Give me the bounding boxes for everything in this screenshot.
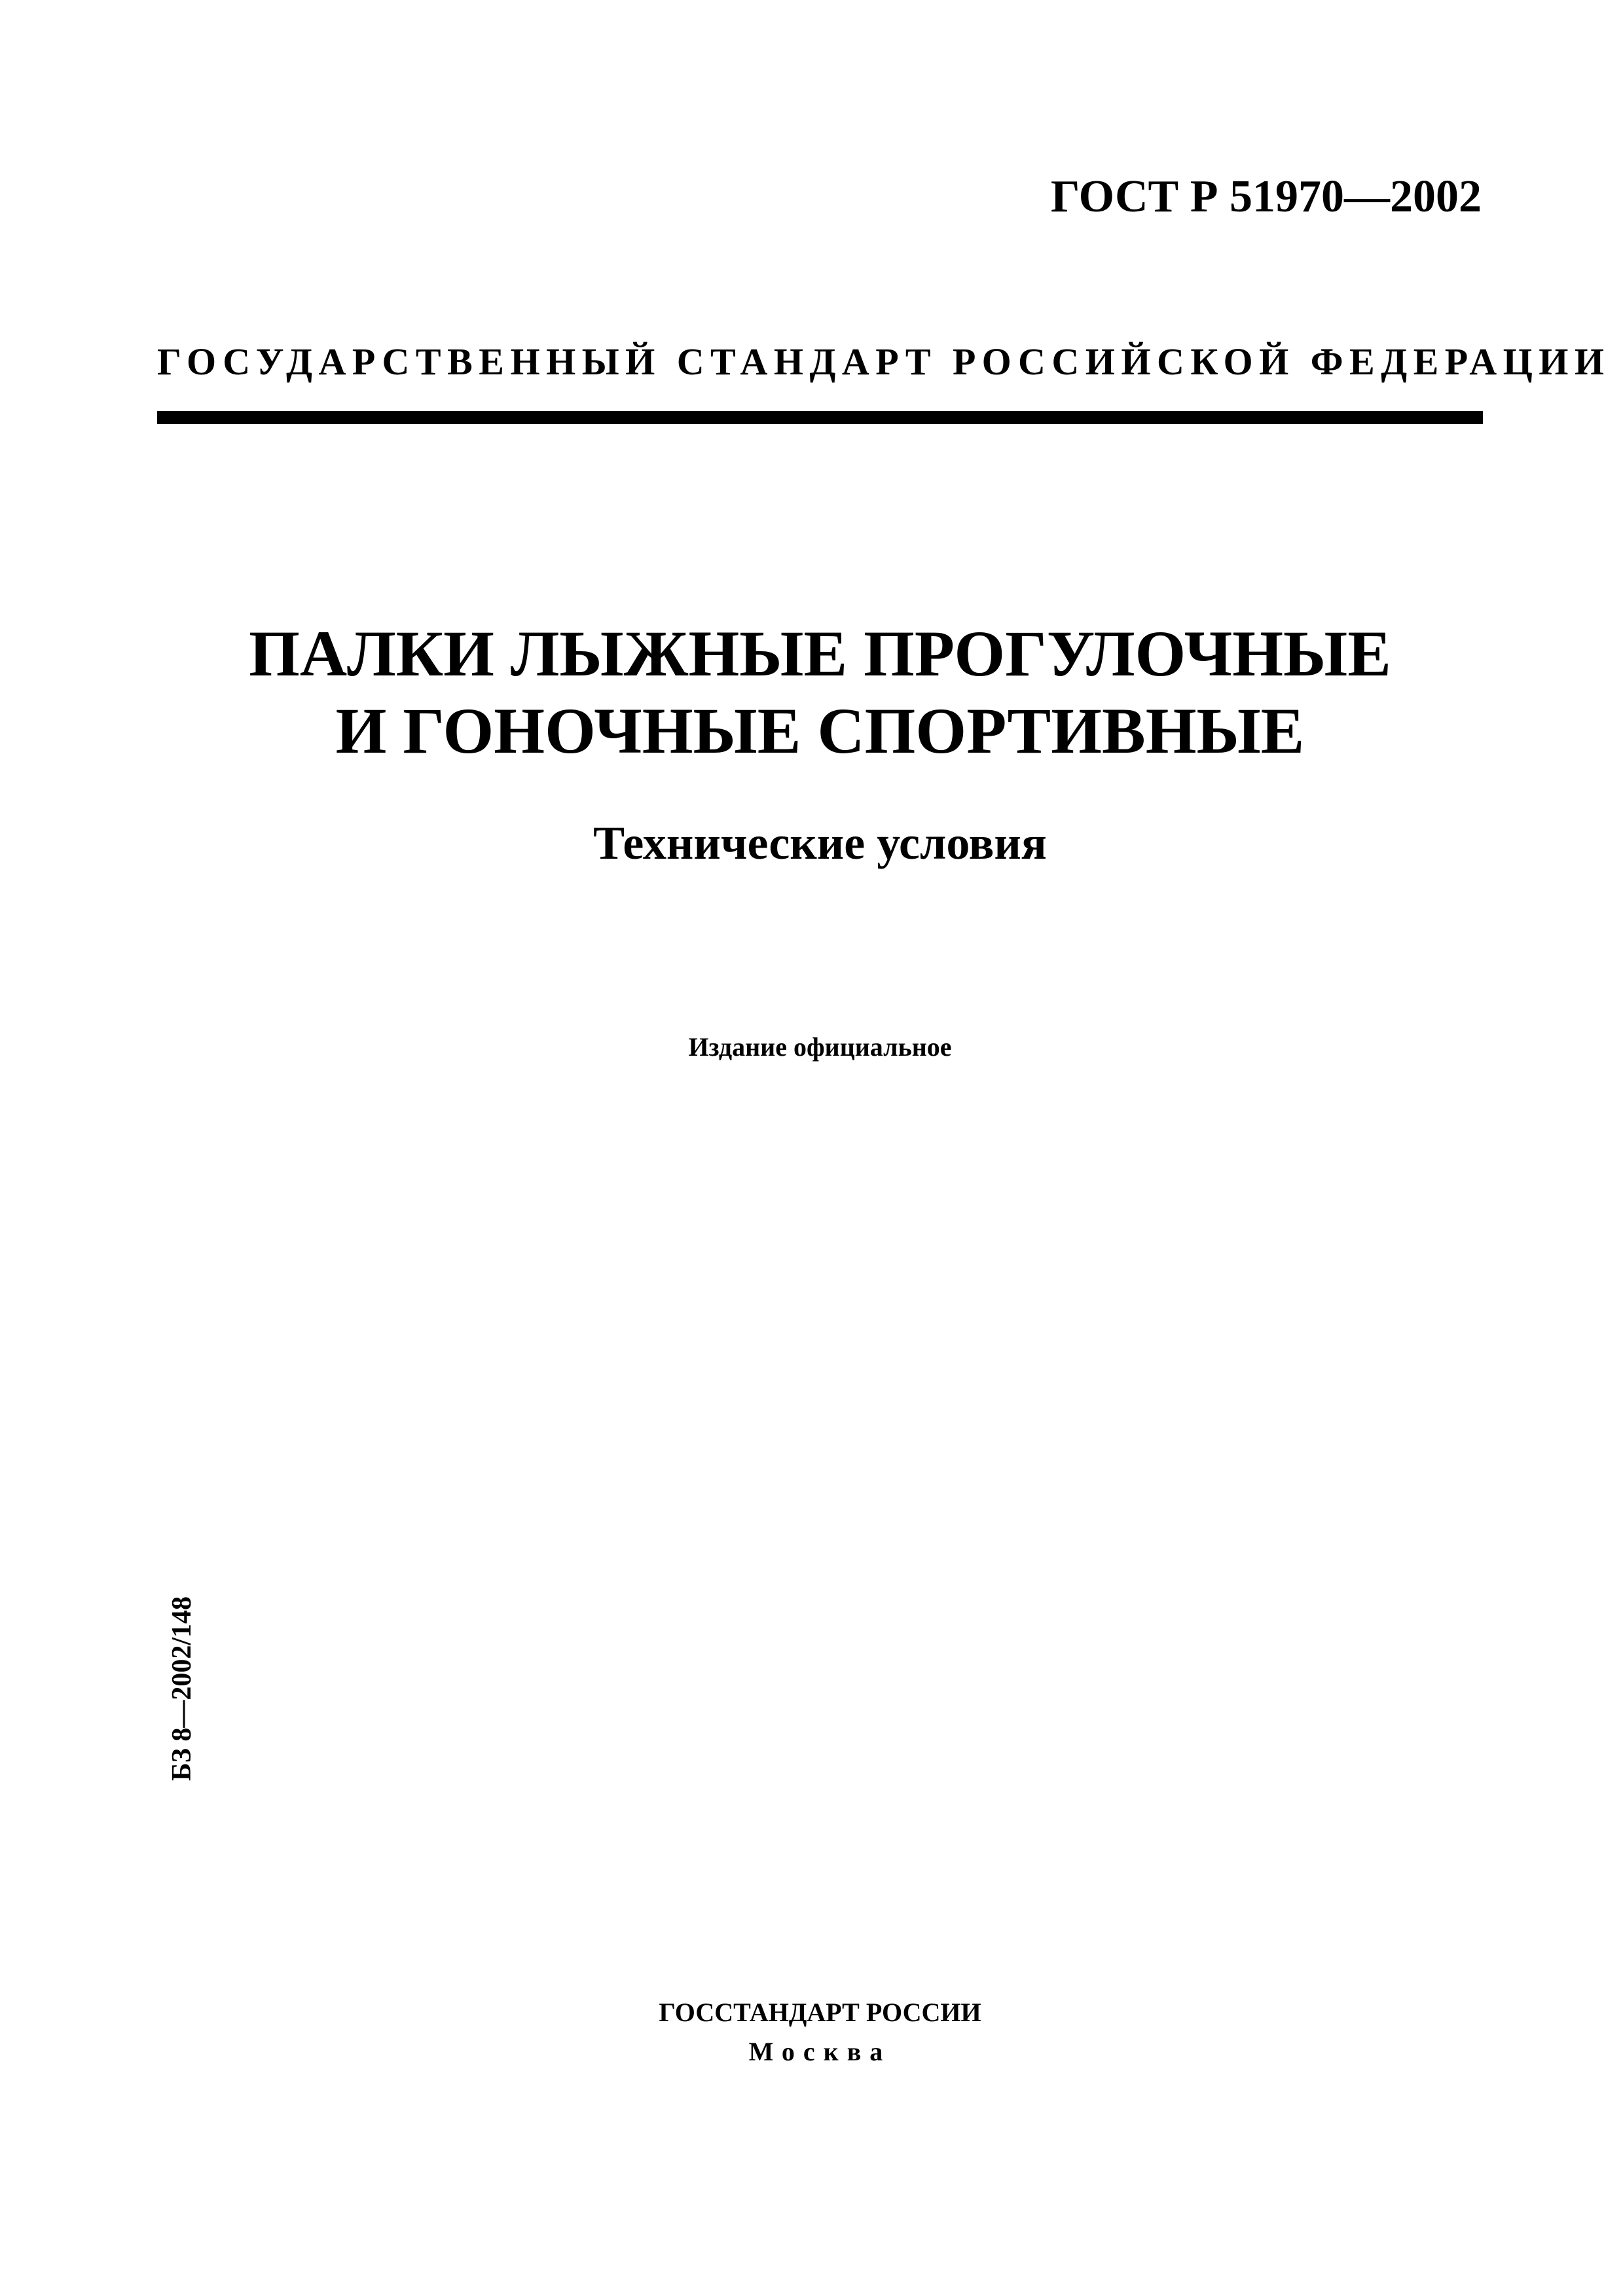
document-subtitle: Технические условия xyxy=(593,817,1047,869)
header-rule xyxy=(157,411,1483,424)
document-code: ГОСТ Р 51970—2002 xyxy=(1050,171,1482,222)
title-line-2: И ГОНОЧНЫЕ СПОРТИВНЫЕ xyxy=(335,694,1305,767)
publisher: ГОССТАНДАРТ РОССИИ xyxy=(659,1998,981,2027)
margin-code-text: БЗ 8—2002/148 xyxy=(167,1596,198,1782)
publisher-city: Москва xyxy=(748,2037,892,2066)
edition-note: Издание официальное xyxy=(688,1032,952,1062)
margin-code xyxy=(164,1427,200,1950)
document-title xyxy=(157,615,1483,770)
title-line-1: ПАЛКИ ЛЫЖНЫЕ ПРОГУЛОЧНЫЕ xyxy=(249,617,1391,690)
state-standard-header: ГОСУДАРСТВЕННЫЙ СТАНДАРТ РОССИЙСКОЙ ФЕДЕРАЦИИ xyxy=(157,340,1611,383)
